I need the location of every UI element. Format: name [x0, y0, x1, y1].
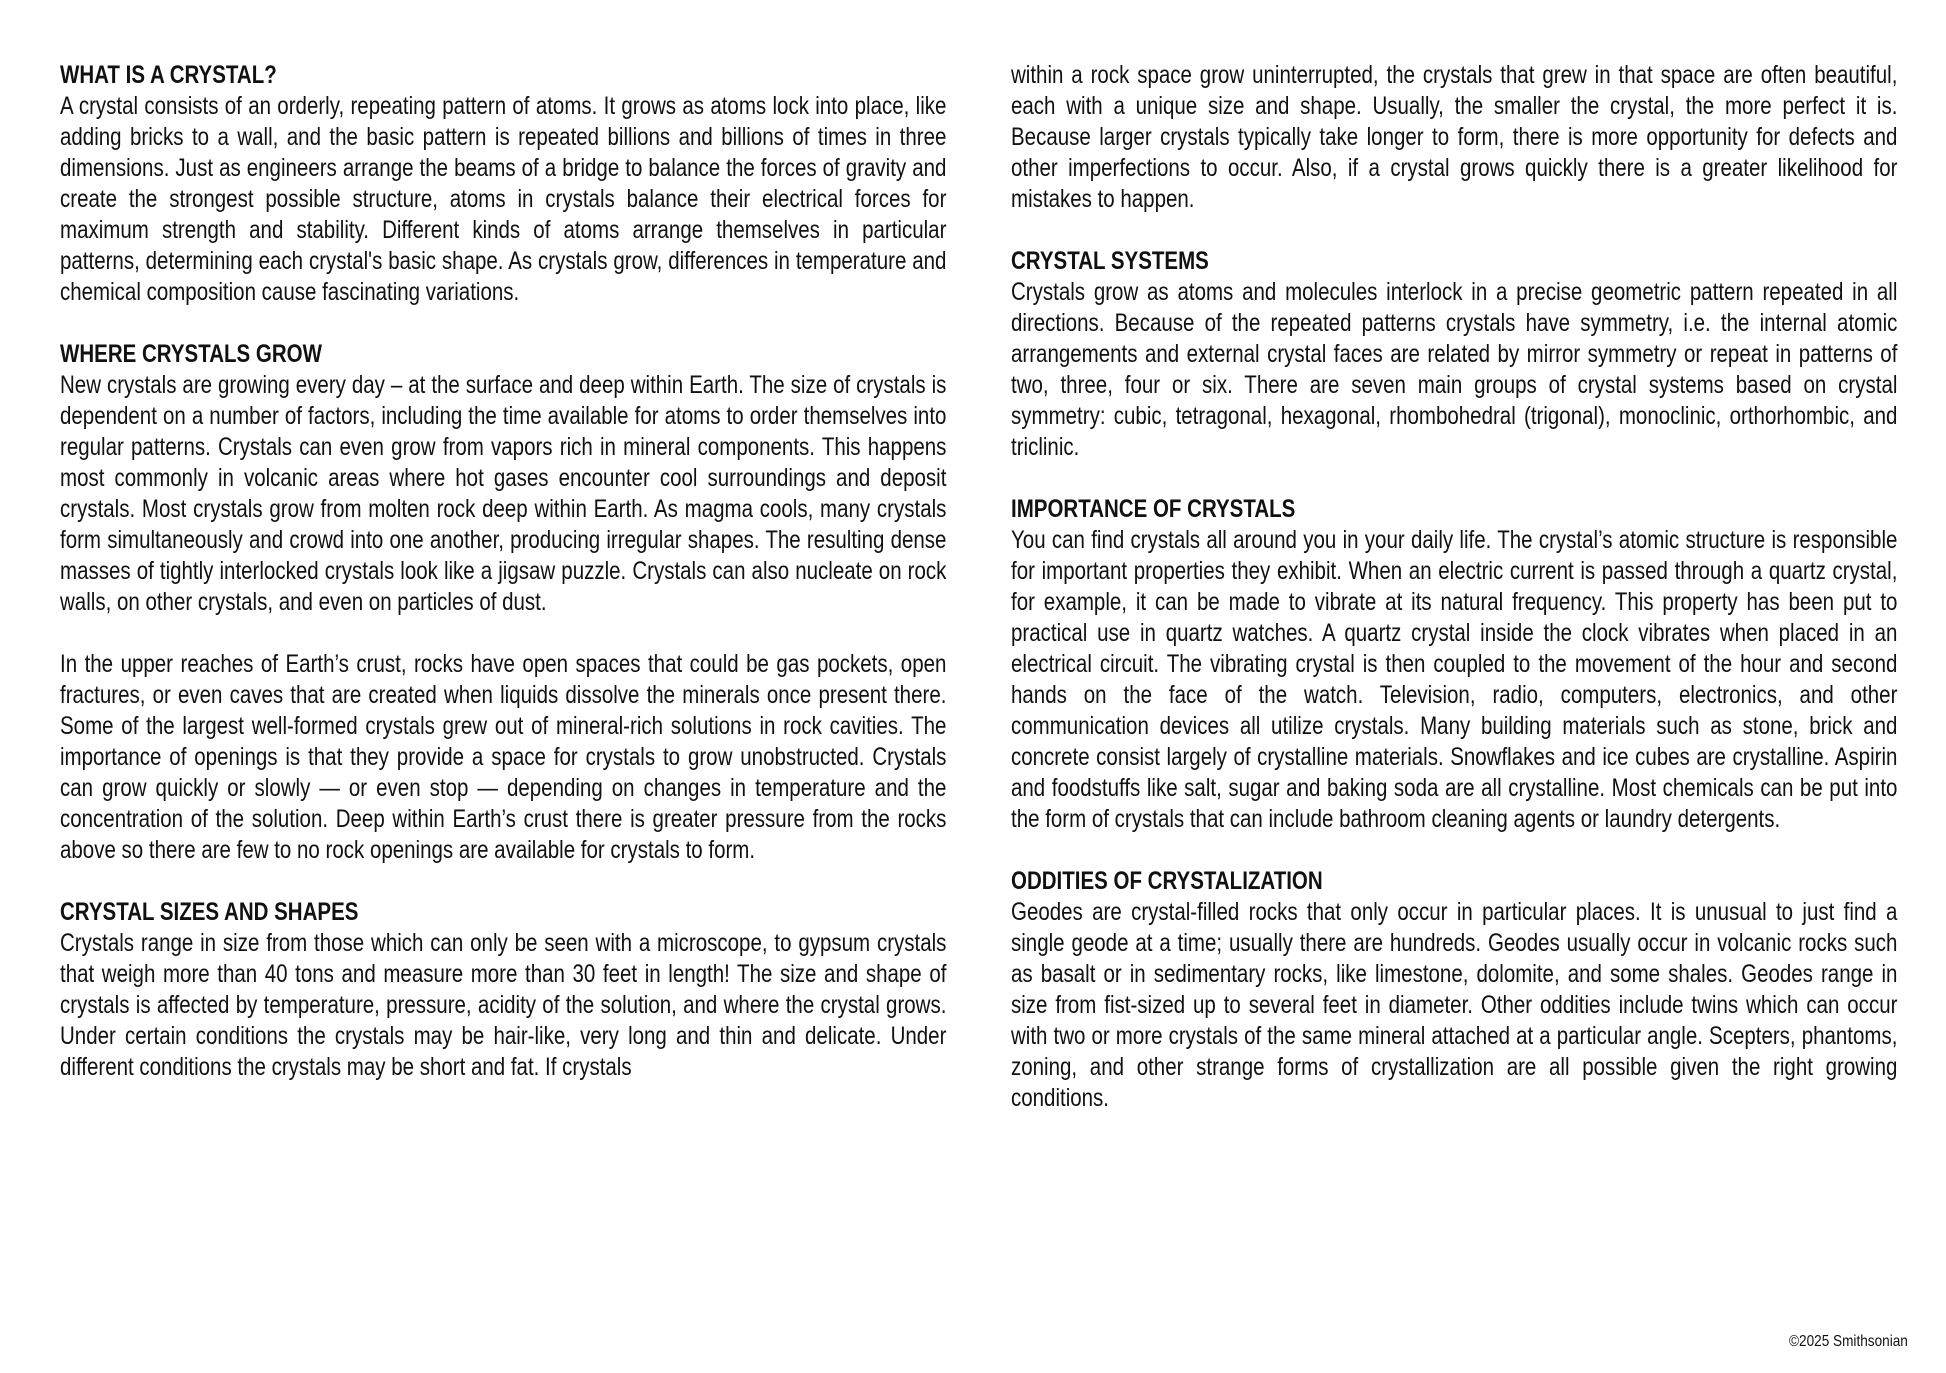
- section-heading: WHERE CRYSTALS GROW: [60, 340, 322, 368]
- section-heading: ODDITIES OF CRYSTALIZATION: [1011, 867, 1323, 895]
- body-paragraph: within a rock space grow uninterrupted, the crystals that grew in that space are often beautiful, each with a unique size and shape. Usually, the smaller the crystal, the more perfect it is. Because larger crystals typically take longer to form, there is more opportunity for defects and other imperfections to occur. Also, if a crystal grows quickly there is a greater likelihood for mistakes to happen.: [1011, 61, 1898, 213]
- left-column: [60, 60, 947, 1114]
- body-paragraph: A crystal consists of an orderly, repeating pattern of atoms. It grows as atoms lock into place, like adding bricks to a wall, and the basic pattern is repeated billions and billions of times in three dimensions. Just as engineers arrange the beams of a bridge to balance the forces of gravity and create the strongest possible structure, atoms in crystals balance their electrical forces for maximum strength and stability. Different kinds of atoms arrange themselves in particular patterns, determining each crystal's basic shape. As crystals grow, differences in temperature and chemical composition cause fascinating variations.: [60, 92, 947, 306]
- section-heading: CRYSTAL SIZES AND SHAPES: [60, 898, 359, 926]
- copyright-notice: ©2025 Smithsonian: [1789, 1333, 1908, 1350]
- section-what-is-a-crystal: [60, 60, 947, 308]
- body-paragraph: In the upper reaches of Earth’s crust, rocks have open spaces that could be gas pockets, open fractures, or even caves that are created when liquids dissolve the minerals once present there. Some of the largest well-formed crystals grew out of mineral-rich solutions in rock cavities. The importance of openings is that they provide a space for crystals to grow unobstructed. Crystals can grow quickly or slowly — or even stop — depending on changes in temperature and the concentration of the solution. Deep within Earth’s crust there is greater pressure from the rocks above so there are few to no rock openings are available for crystals to form.: [60, 650, 947, 864]
- body-paragraph: Crystals range in size from those which can only be seen with a microscope, to gypsum crystals that weigh more than 40 tons and measure more than 30 feet in length! The size and shape of crystals is affected by temperature, pressure, acidity of the solution, and where the crystal grows. Under certain conditions the crystals may be hair-like, very long and thin and delicate. Under different conditions the crystals may be short and fat. If crystals: [60, 929, 947, 1081]
- section-crystal-systems: [1011, 246, 1898, 463]
- body-paragraph: Geodes are crystal-filled rocks that only occur in particular places. It is unusual to just find a single geode at a time; usually there are hundreds. Geodes usually occur in volcanic rocks such as basalt or in sedimentary rocks, like limestone, dolomite, and some shales. Geodes range in size from fist-sized up to several feet in diameter. Other oddities include twins which can occur with two or more crystals of the same mineral attached at a particular angle. Scepters, phantoms, zoning, and other strange forms of crystallization are all possible given the right growing conditions.: [1011, 898, 1898, 1112]
- body-paragraph: New crystals are growing every day – at the surface and deep within Earth. The size of crystals is dependent on a number of factors, including the time available for atoms to order themselves into regular patterns. Crystals can even grow from vapors rich in mineral components. This happens most commonly in volcanic areas where hot gases encounter cool surroundings and deposit crystals. Most crystals grow from molten rock deep within Earth. As magma cools, many crystals form simultaneously and crowd into one another, producing irregular shapes. The resulting dense masses of tightly interlocked crystals look like a jigsaw puzzle. Crystals can also nucleate on rock walls, on other crystals, and even on particles of dust.: [60, 371, 947, 616]
- section-oddities-of-crystalization: [1011, 866, 1898, 1114]
- section-heading: CRYSTAL SYSTEMS: [1011, 247, 1209, 275]
- section-heading: IMPORTANCE OF CRYSTALS: [1011, 495, 1296, 523]
- section-continued-text: [1011, 60, 1898, 215]
- section-crystal-sizes-and-shapes: [60, 897, 947, 1083]
- body-paragraph: You can find crystals all around you in your daily life. The crystal’s atomic structure is responsible for important properties they exhibit. When an electric current is passed through a quartz crystal, for example, it can be made to vibrate at its natural frequency. This property has been put to practical use in quartz watches. A quartz crystal inside the clock vibrates when placed in an electrical circuit. The vibrating crystal is then coupled to the movement of the hour and second hands on the face of the watch. Television, radio, computers, electronics, and other communication devices all utilize crystals. Many building materials such as stone, brick and concrete consist largely of crystalline materials. Snowflakes and ice cubes are crystalline. Aspirin and foodstuffs like salt, sugar and baking soda are all crystalline. Most chemicals can be put into the form of crystals that can include bathroom cleaning agents or laundry detergents.: [1011, 526, 1898, 833]
- section-importance-of-crystals: [1011, 494, 1898, 835]
- section-heading: WHAT IS A CRYSTAL?: [60, 61, 277, 89]
- right-column: [1011, 60, 1898, 1145]
- body-paragraph: Crystals grow as atoms and molecules interlock in a precise geometric pattern repeated in all directions. Because of the repeated patterns crystals have symmetry, i.e. the internal atomic arrangements and external crystal faces are related by mirror symmetry or repeat in patterns of two, three, four or six. There are seven main groups of crystal systems based on crystal symmetry: cubic, tetragonal, hexagonal, rhombohedral (trigonal), monoclinic, orthorhombic, and triclinic.: [1011, 278, 1898, 461]
- section-where-crystals-grow: [60, 339, 947, 866]
